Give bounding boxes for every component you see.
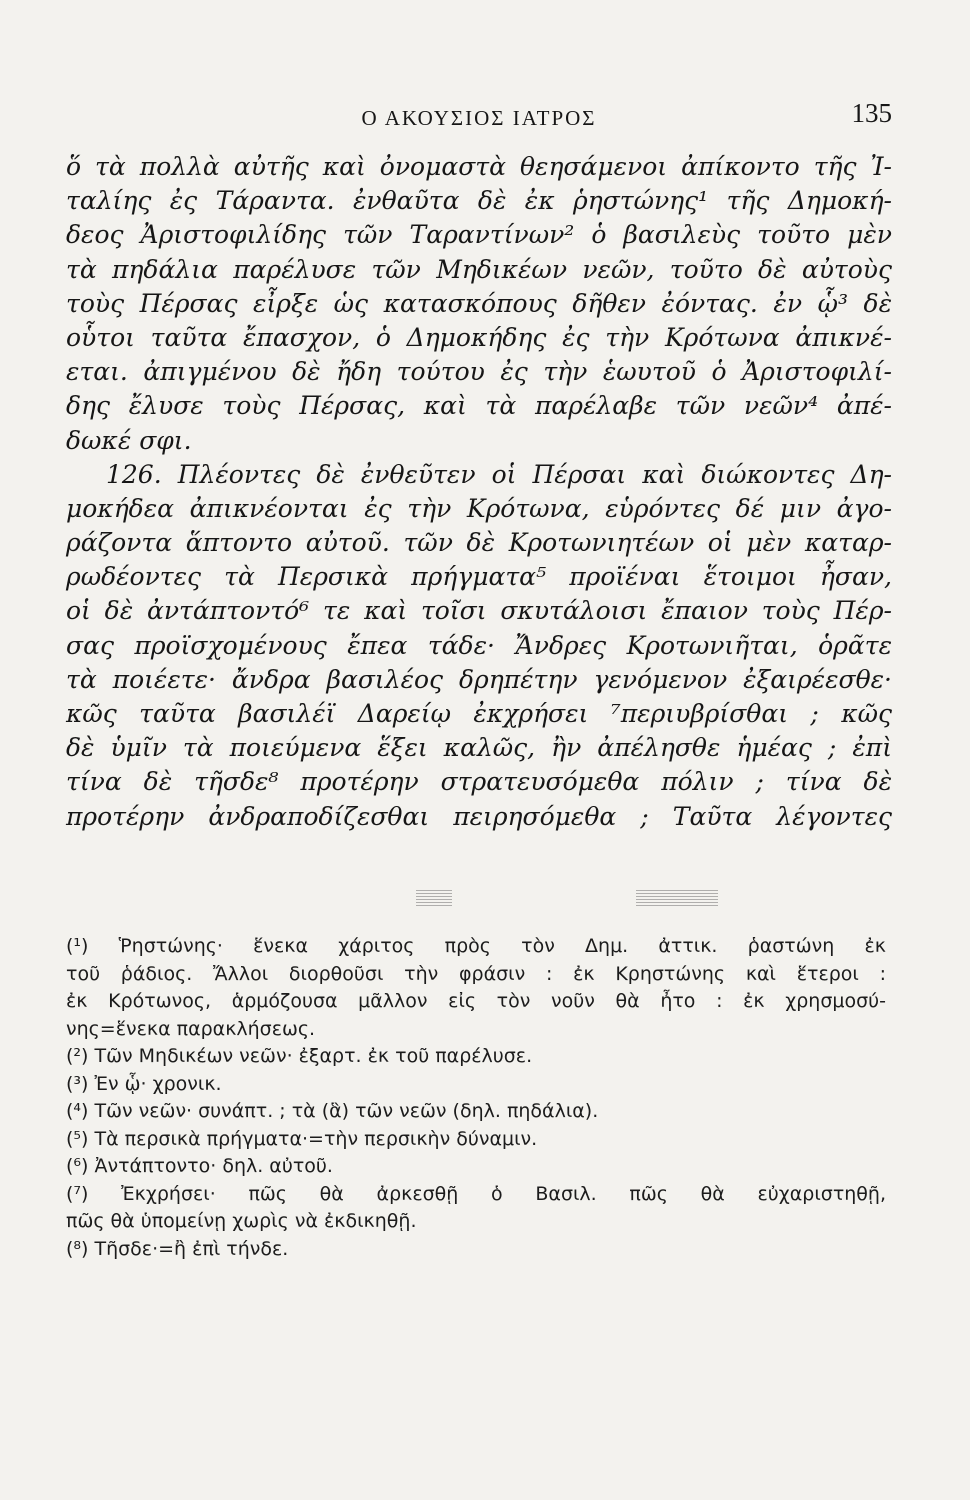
running-head <box>66 98 892 134</box>
ink-smudge <box>416 890 452 906</box>
footnote-line: (⁸) Τῆσδε·=ἢ ἐπὶ τήνδε. <box>66 1237 289 1260</box>
body-line: κῶς ταῦτα βασιλέϊ Δαρείῳ ἐκχρήσει ⁷περιυβρίσθαι ; κῶς <box>66 699 892 728</box>
print-smudges <box>0 884 970 914</box>
body-line: σας προϊσχομένους ἔπεα τάδε· Ἄνδρες Κροτωνιῆται, ὁρᾶτε <box>66 630 892 660</box>
running-title: Ο ΑΚΟΥΣΙΟΣ ΙΑΤΡΟΣ <box>361 106 597 130</box>
body-line: ράζοντα ἅπτοντο αὐτοῦ. τῶν δὲ Κροτωνιητέων οἱ μὲν καταρ- <box>66 528 892 558</box>
footnote-line: (¹) Ῥηστώνης· ἕνεκα χάριτος πρὸς τὸν Δημ. ἀττικ. ῥαστώνη ἐκ <box>66 935 886 957</box>
footnote-line: (⁵) Τὰ περσικὰ πρήγματα·=τὴν περσικὴν δύναμιν. <box>66 1127 538 1150</box>
body-line: ὅ τὰ πολλὰ αὐτῆς καὶ ὀνομαστὰ θεησάμενοι ἀπίκοντο τῆς Ἰ- <box>66 152 892 181</box>
section-opening-line: 126. Πλέοντες δὲ ἐνθεῦτεν οἱ Πέρσαι καὶ διώκοντες Δη- <box>106 459 892 489</box>
body-line: τὰ πηδάλια παρέλυσε τῶν Μηδικέων νεῶν, τοῦτο δὲ αὐτοὺς <box>66 254 892 284</box>
body-line: ταλίης ἐς Τάραντα. ἐνθαῦτα δὲ ἐκ ῥηστώνης¹ τῆς Δημοκή- <box>66 186 892 216</box>
footnote-line: (²) Τῶν Μηδικέων νεῶν· ἐξαρτ. ἐκ τοῦ παρέλυσε. <box>66 1045 533 1067</box>
footnote-line: (³) Ἐν ᾧ· χρονικ. <box>66 1072 222 1095</box>
body-line: οὗτοι ταῦτα ἔπασχον, ὁ Δημοκήδης ἐς τὴν Κρότωνα ἀπικνέ- <box>66 322 892 352</box>
body-text <box>66 150 892 834</box>
footnote-line: πῶς θὰ ὑπομείνῃ χωρὶς νὰ ἐκδικηθῇ. <box>66 1210 417 1232</box>
footnote-line: (⁴) Τῶν νεῶν· συνάπτ. ; τὰ (ἃ) τῶν νεῶν (δηλ. πηδάλια). <box>66 1100 599 1122</box>
footnote-line: νης=ἕνεκα παρακλήσεως. <box>66 1017 316 1040</box>
footnote-line: (⁷) Ἐκχρήσει· πῶς θὰ ἀρκεσθῇ ὁ Βασιλ. πῶς θὰ εὐχαριστηθῇ, <box>66 1182 886 1205</box>
body-line: ρωδέοντες τὰ Περσικὰ πρήγματα⁵ προϊέναι ἕτοιμοι ἦσαν, <box>66 562 892 592</box>
footnotes <box>66 933 886 1263</box>
body-line: δὲ ὑμῖν τὰ ποιεύμενα ἕξει καλῶς, ἢν ἀπέλησθε ἡμέας ; ἐπὶ <box>66 733 892 763</box>
body-line: οἱ δὲ ἀντάπτοντό⁶ τε καὶ τοῖσι σκυτάλοισι ἔπαιον τοὺς Πέρ- <box>66 596 892 626</box>
footnote-line: τοῦ ῥάδιος. Ἄλλοι διορθοῦσι τὴν φράσιν : ἐκ Κρηστώνης καὶ ἕτεροι : <box>66 962 886 985</box>
body-line: μοκήδεα ἀπικνέονται ἐς τὴν Κρότωνα, εὑρόντες δέ μιν ἀγο- <box>66 493 892 523</box>
footnote-line: ἐκ Κρότωνος, ἁρμόζουσα μᾶλλον εἰς τὸν νοῦν θὰ ἦτο : ἐκ χρησμοσύ- <box>66 990 886 1012</box>
footnote-line: (⁶) Ἀντάπτοντο· δηλ. αὐτοῦ. <box>66 1155 333 1177</box>
body-line: τίνα δὲ τῆσδε⁸ προτέρην στρατευσόμεθα πόλιν ; τίνα δὲ <box>66 767 892 797</box>
body-line: εται. ἀπιγμένου δὲ ἤδη τούτου ἐς τὴν ἑωυτοῦ ὁ Ἀριστοφιλί- <box>66 357 892 387</box>
body-line: δωκέ σφι. <box>66 425 192 455</box>
body-line: προτέρην ἀνδραποδίζεσθαι πειρησόμεθα ; Ταῦτα λέγοντες <box>66 801 892 831</box>
body-line: τοὺς Πέρσας εἶρξε ὡς κατασκόπους δῆθεν ἐόντας. ἐν ᾧ³ δὲ <box>66 288 892 318</box>
body-line: τὰ ποιέετε· ἄνδρα βασιλέος δρηπέτην γενόμενον ἐξαιρέεσθε· <box>66 664 892 694</box>
body-line: δης ἔλυσε τοὺς Πέρσας, καὶ τὰ παρέλαβε τῶν νεῶν⁴ ἀπέ- <box>66 391 892 421</box>
ink-smudge <box>636 890 718 906</box>
body-line: δεος Ἀριστοφιλίδης τῶν Ταραντίνων² ὁ βασιλεὺς τοῦτο μὲν <box>66 220 892 250</box>
page-number: 135 <box>851 98 892 128</box>
